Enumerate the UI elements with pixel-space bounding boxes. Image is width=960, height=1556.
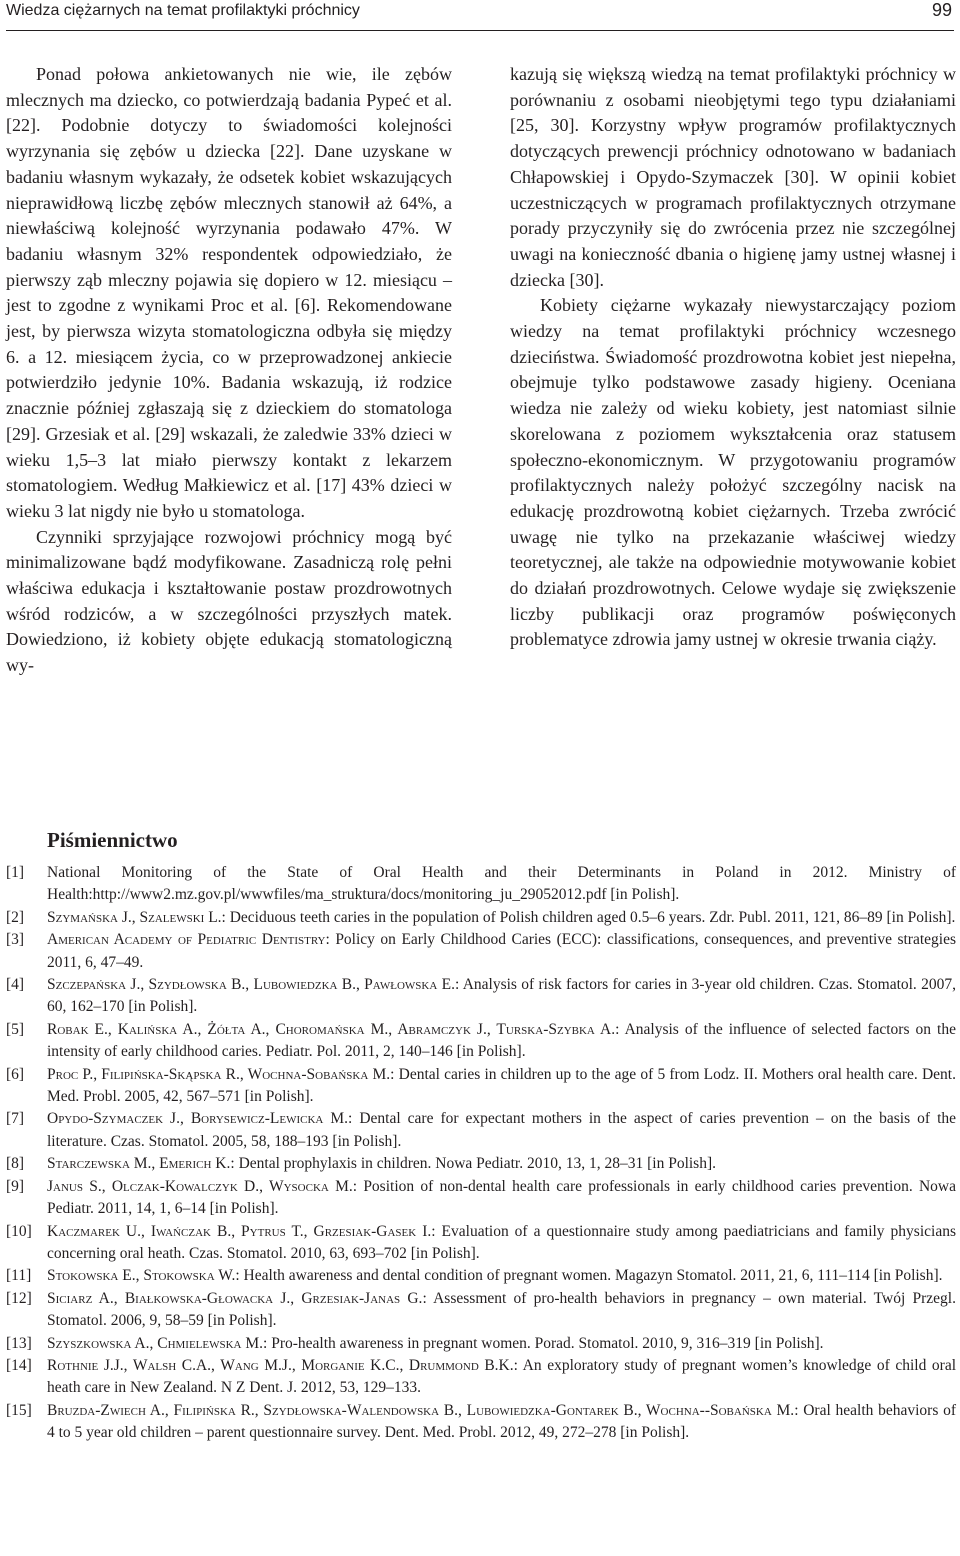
reference-authors: Bruzda-Zwiech A., Filipińska R., Szydłowska-Walendowska B., Lubowiedzka-Gontarek B., Wochna--Sobańska M. [47,1401,795,1419]
reference-authors: Kaczmarek U., Iwańczak B., Pytrus T., Grzesiak-Gasek I. [47,1222,432,1240]
reference-text: : Deciduous teeth caries in the population of Polish children aged 0.5–6 years. Zdr. Publ. 2011, 121, 86–89 [in Polish]. [221,908,956,926]
reference-item [6,1221,956,1266]
reference-authors: Szczepańska J., Szydłowska B., Lubowiedzka B., Pawłowska E. [47,976,455,994]
reference-number: [9] [6,1177,25,1195]
reference-text: : Dental prophylaxis in children. Nowa Pediatr. 2010, 13, 1, 28–31 [in Polish]. [230,1155,716,1173]
reference-item [6,1019,956,1064]
reference-item [6,1355,956,1400]
reference-number: [12] [6,1289,32,1307]
reference-text: : Dental caries in children up to the age of 5 from Lodz. II. Mothers oral health care. Dent. Med. Probl. 2005, 42, 567–571 [in Polish]. [47,1065,956,1106]
reference-authors: Robak E., Kalińska A., Żółta A., Choromańska M., Abramczyk J., Turska-Szybka A. [47,1020,616,1038]
reference-authors: Opydo-Szymaczek J., Borysewicz-Lewicka M. [47,1110,349,1128]
reference-number: [14] [6,1356,32,1374]
reference-item [6,862,956,907]
left-column [6,62,452,679]
reference-item [6,1064,956,1109]
reference-text: : Assessment of pro-health behaviors in pregnancy – own material. Twój Przegl. Stomatol. 2006, 9, 58–59 [in Polish]. [47,1289,956,1330]
reference-item [6,1288,956,1333]
reference-number: [6] [6,1065,25,1083]
reference-item [6,974,956,1019]
reference-authors: American Academy of Pediatric Dentistry [47,931,326,949]
reference-item [6,1153,956,1175]
right-column [510,62,956,653]
reference-authors: Siciarz A., Białkowska-Głowacka J., Grzesiak-Janas G. [47,1289,423,1307]
reference-authors: Starczewska M., Emerich K. [47,1155,231,1173]
reference-item [6,1265,956,1287]
reference-text: : Dental care for expectant mothers in the aspect of caries prevention – on the basis of the literature. Czas. Stomatol. 2005, 58, 188–193 [in Polish]. [47,1110,957,1150]
reference-text: : Position of non-dental health care professionals in early childhood caries prevention. Nowa Pediatr. 2011, 14, 1, 6–14 [in Polish]. [47,1177,956,1218]
reference-text: : Analysis of the influence of selected factors on the intensity of early childhood caries. Pediatr. Pol. 2011, 2, 140–146 [in Polish]. [47,1020,956,1061]
reference-authors: Rothnie J.J., Walsh C.A., Wang M.J., Morganie K.C., Drummond B.K. [47,1356,514,1374]
reference-number: [4] [6,976,25,994]
running-title: Wiedza ciężarnych na temat profilaktyki próchnicy [6,2,360,19]
reference-text: : Policy on Early Childhood Caries (ECC): classifications, consequences, and preventive strategies 2011, 6, 47–49. [47,931,956,971]
body-paragraph: Kobiety ciężarne wykazały niewystarczający poziom wiedzy na temat profilaktyki próchnicy wczesnego dzieciństwa. Świadomość prozdrowotna kobiet jest niepełna, obejmuje tylko podstawowe zasady higieny. Oceniana wiedza nie zależy od wieku kobiety, jest natomiast silnie skorelowana z poziomem wykształcenia oraz statusem społeczno-ekonomicznym. W przygotowaniu programów profilaktycznych należy położyć szczególny nacisk na edukację prozdrowotną kobiet ciężarnych. Trzeba zwrócić uwagę nie tylko na przekazanie właściwej wiedzy teoretycznej, ale także na odpowiednie motywowanie kobiet do działań prozdrowotnych. Celowe wydaje się zwiększenie liczby publikacji oraz programów poświęconych problematyce zdrowia jamy ustnej w okresie trwania ciąży. [510,295,956,650]
reference-authors: Janus S., Olczak-Kowalczyk D., Wysocka M. [47,1177,353,1195]
reference-text: : Health awareness and dental condition of pregnant women. Magazyn Stomatol. 2011, 21, 6, 111–114 [in Polish]. [235,1267,943,1285]
references-heading: Piśmiennictwo [47,828,178,852]
reference-item [6,907,956,929]
reference-number: [10] [6,1222,32,1240]
reference-number: [7] [6,1110,25,1128]
reference-number: [1] [6,864,25,881]
reference-number: [3] [6,931,25,949]
reference-authors: Proc P., Filipińska-Skąpska R., Wochna-Sobańska M. [47,1065,391,1083]
running-header [6,0,954,31]
reference-number: [8] [6,1155,25,1173]
reference-number: [2] [6,908,25,926]
reference-text: : Pro-health awareness in pregnant women. Porad. Stomatol. 2010, 9, 316–319 [in Polish]. [263,1334,824,1352]
body-paragraph: Ponad połowa ankietowanych nie wie, ile zębów mlecznych ma dziecko, co potwierdzają badania Pypeć et al. [22]. Podobnie dotyczy to świadomości kolejności wyrzynania się zębów u dziecka [22]. Dane uzyskane w badaniu własnym wykazały, że odsetek kobiet wskazujących nieprawidłową liczbę zębów mlecznych stanowił aż 64%, a niewłaściwą kolejność wyrzynania podawało 47%. W badaniu własnym 32% respondentek odpowiedziało, że pierwszy ząb mleczny pojawia się dopiero w 12. miesiącu – jest to zgodne z wynikami Proc et al. [6]. Rekomendowane jest, by pierwsza wizyta stomatologiczna odbyła się między 6. a 12. miesiącem życia, co w przeprowadzonej ankiecie potwierdziło jedynie 10%. Badania wskazują, iż rodzice znacznie później zgłaszają się z dzieckiem do stomatologa [29]. Grzesiak et al. [29] wskazali, że zaledwie 33% dzieci w wieku 1,5–3 lat miało pierwszy kontakt z lekarzem stomatologiem. Według Małkiewicz et al. [17] 43% dzieci w wieku 3 lat nigdy nie było u stomatologa. [6,64,452,521]
reference-item [6,1176,956,1221]
reference-text: National Monitoring of the State of Oral Health and their Determinants in Poland in 2012. Ministry of Health:http://www2.mz.gov.pl/wwwfiles/ma_struktura/docs/monitoring_ju_29052012.pdf [in Polish]. [47,864,956,904]
reference-number: [13] [6,1334,32,1352]
reference-authors: Szymańska J., Szalewski L. [47,908,222,926]
body-paragraph: Czynniki sprzyjające rozwojowi próchnicy mogą być minimalizowane bądź modyfikowane. Zasadniczą rolę pełni właściwa edukacja i kształtowanie postaw prozdrowotnych wśród rodziców, a w szczególności przyszłych matek. Dowiedziono, iż kobiety objęte edukacją stomatologiczną wy- [6,526,452,676]
reference-number: [11] [6,1267,32,1285]
reference-number: [15] [6,1401,32,1419]
references-list [6,862,956,1445]
body-paragraph: kazują się większą wiedzą na temat profilaktyki próchnicy w porównaniu z osobami nieobjętymi tego typu działaniami [25, 30]. Korzystny wpływ programów profilaktycznych dotyczących prewencji próchnicy odnotowano w badaniach Chłapowskiej i Opydo-Szymaczek [30]. W opinii kobiet uczestniczących w programach profilaktycznych otrzymane porady przyczyniły się do zwrócenia przez nie szczególnej uwagi na konieczność dbania o higienę jamy ustnej własnej i dziecka [30]. [510,64,956,290]
reference-item [6,1400,956,1445]
reference-text: : Analysis of risk factors for caries in 3-year old children. Czas. Stomatol. 2007, 60, 162–170 [in Polish]. [47,976,956,1016]
reference-text: : Evaluation of a questionnaire study among paediatricians and family physicians concerning oral heath. Czas. Stomatol. 2010, 63, 693–702 [in Polish]. [47,1222,956,1262]
reference-authors: Stokowska E., Stokowska W. [47,1267,236,1285]
reference-text: : Oral health behaviors of 4 to 5 year old children – parent questionnaire survey. Dent. Med. Probl. 2012, 49, 272–278 [in Polish]. [47,1401,957,1442]
reference-item [6,1108,956,1153]
page-number: 99 [931,0,952,20]
reference-text: : An exploratory study of pregnant women’s knowledge of child oral heath care in New Zealand. N Z Dent. J. 2012, 53, 129–133. [47,1356,957,1397]
reference-authors: Szyszkowska A., Chmielewska M. [47,1334,264,1352]
reference-item [6,929,956,974]
reference-item [6,1333,956,1355]
reference-number: [5] [6,1020,25,1038]
